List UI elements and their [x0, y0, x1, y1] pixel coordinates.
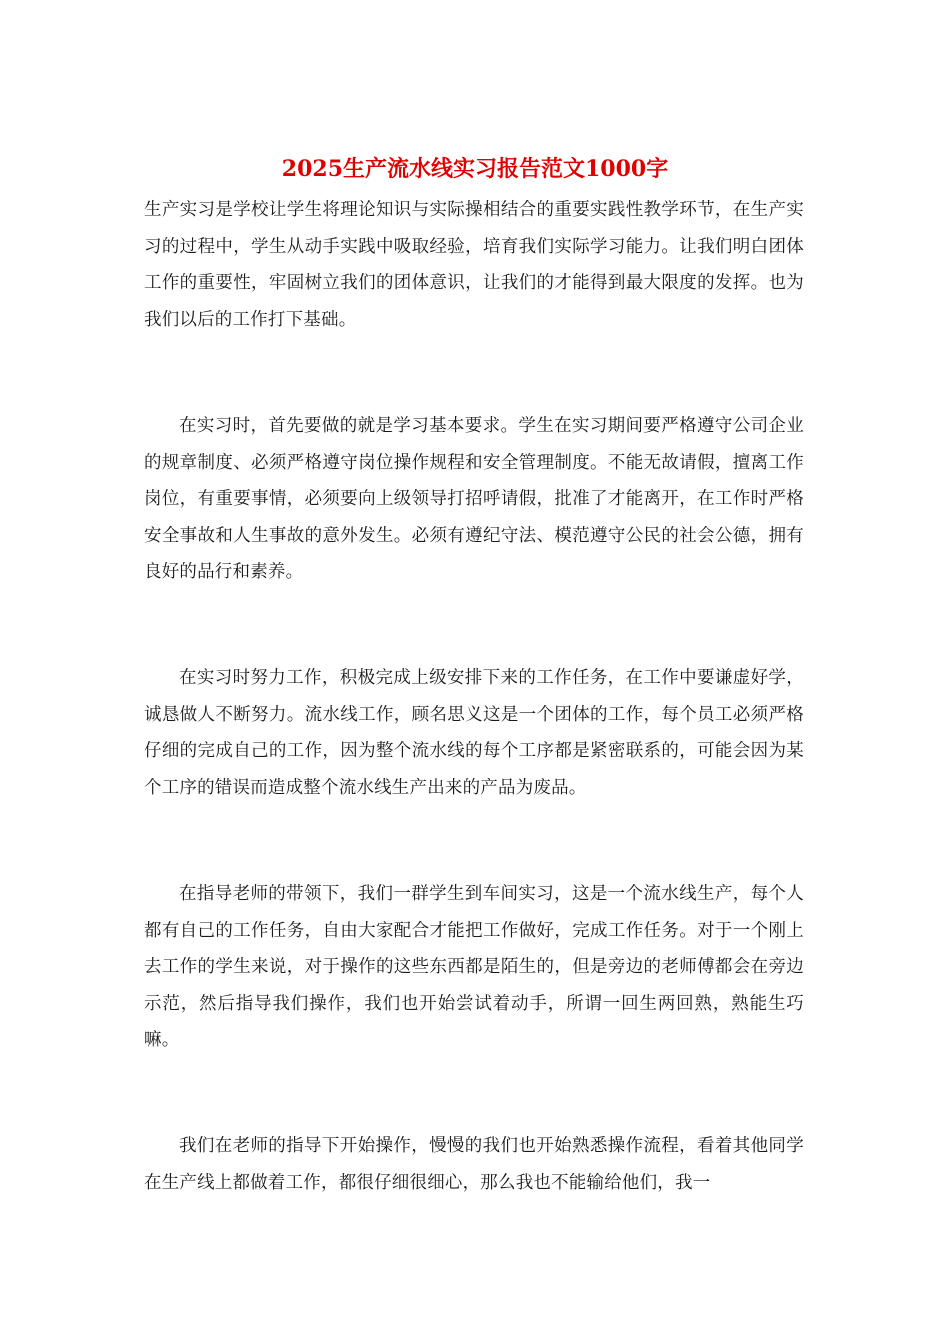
paragraph-intro: 生产实习是学校让学生将理论知识与实际操相结合的重要实践性教学环节，在生产实习的过程中，学生从动手实践中吸取经验，培育我们实际学习能力。让我们明白团体工作的重要性，牢固树立我们的团体意识，让我们的才能得到最大限度的发挥。也为我们以后的工作打下基础。 — [144, 200, 804, 330]
paragraph-workshop: 在指导老师的带领下，我们一群学生到车间实习，这是一个流水线生产，每个人都有自己的工作任务，自由大家配合才能把工作做好，完成工作任务。对于一个刚上去工作的学生来说，对于操作的这些东西都是陌生的，但是旁边的老师傅都会在旁边示范，然后指导我们操作，我们也开始尝试着动手，所谓一回生两回熟，熟能生巧嘛。 — [144, 884, 804, 1050]
paragraph-requirements: 在实习时，首先要做的就是学习基本要求。学生在实习期间要严格遵守公司企业的规章制度、必须严格遵守岗位操作规程和安全管理制度。不能无故请假，擅离工作岗位，有重要事情，必须要向上级领导打招呼请假，批准了才能离开，在工作时严格安全事故和人生事故的意外发生。必须有遵纪守法、模范遵守公民的社会公德，拥有良好的品行和素养。 — [144, 416, 804, 582]
paragraph-work-attitude: 在实习时努力工作，积极完成上级安排下来的工作任务，在工作中要谦虚好学，诚恳做人不断努力。流水线工作，顾名思义这是一个团体的工作，每个员工必须严格仔细的完成自己的工作，因为整个流水线的每个工序都是紧密联系的，可能会因为某个工序的错误而造成整个流水线生产出来的产品为废品。 — [144, 668, 804, 798]
paragraph-operation: 我们在老师的指导下开始操作，慢慢的我们也开始熟悉操作流程，看着其他同学在生产线上都做着工作，都很仔细很细心，那么我也不能输给他们，我一 — [144, 1136, 804, 1193]
document-title: 2025生产流水线实习报告范文1000字 — [281, 156, 669, 182]
